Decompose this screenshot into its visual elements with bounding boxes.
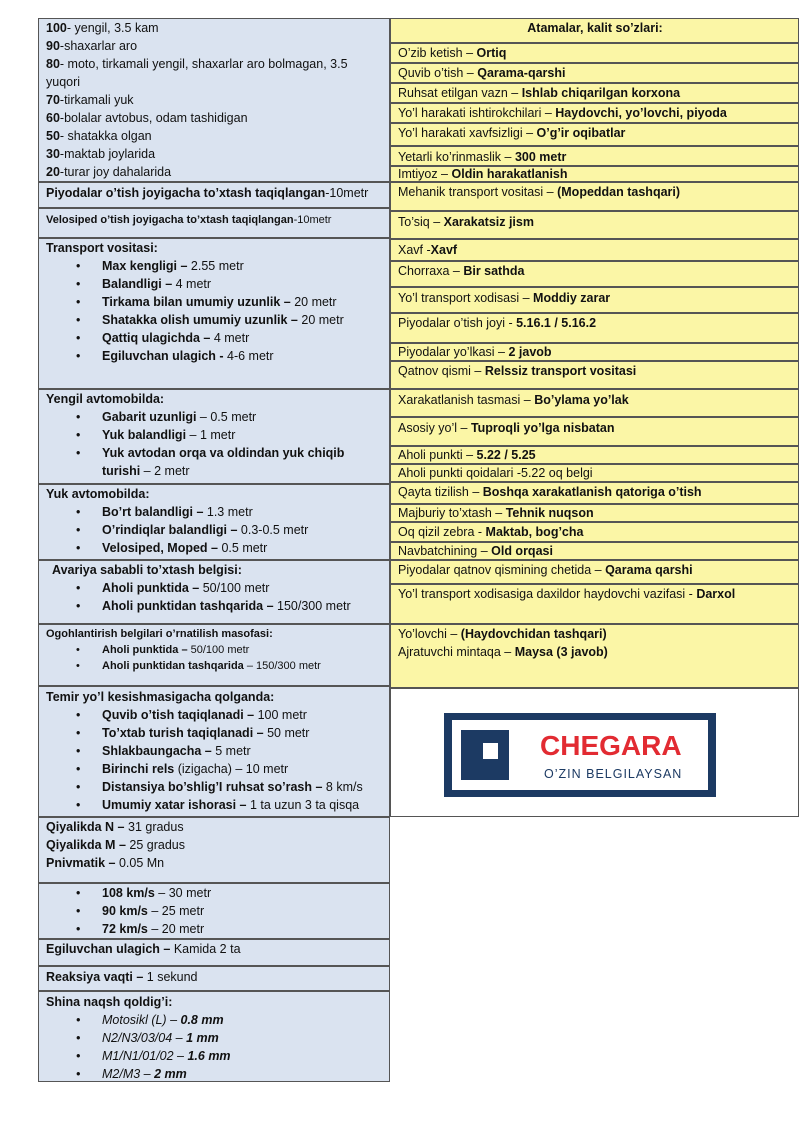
term-row: Aholi punkti – 5.22 / 5.25 <box>390 446 799 464</box>
term-row: Imtiyoz – Oldin harakatlanish <box>390 166 799 182</box>
term-row: Aholi punkti qoidalari -5.22 oq belgi <box>390 464 799 482</box>
term-row: Piyodalar yo’lkasi – 2 javob <box>390 343 799 361</box>
tire-list <box>46 1011 383 1082</box>
logo-mark-cutout <box>483 743 498 759</box>
flexible-coupling-cell: Egiluvchan ulagich – Kamida 2 ta <box>38 939 390 966</box>
speed-line: 80- moto, tirkamali yengil, shaxarlar aro bolmagan, 3.5 yuqori <box>46 57 348 89</box>
list-item: • M1/N1/01/02 – 1.6 mm <box>102 1047 383 1065</box>
logo-subtitle: O’ZIN BELGILAYSAN <box>544 767 683 781</box>
list-item: • Shlakbaungacha – 5 metr <box>102 742 383 760</box>
list-item: • Qattiq ulagichda – 4 metr <box>102 329 383 347</box>
term-row: Chorraxa – Bir sathda <box>390 261 799 287</box>
list-item: • Max kengligi – 2.55 metr <box>102 257 383 275</box>
list-item: • Birinchi rels (izigacha) – 10 metr <box>102 760 383 778</box>
emergency-list <box>46 579 383 615</box>
term-row: Yo’l transport xodisasiga daxildor haydovchi vazifasi - Darxol <box>390 584 799 624</box>
section-title: Avariya sababli to’xtash belgisi: <box>52 563 242 577</box>
term-row: Oq qizil zebra - Maktab, bog’cha <box>390 522 799 542</box>
speed-line: 50- shatakka olgan <box>46 129 152 143</box>
list-item: • Motosikl (L) – 0.8 mm <box>102 1011 383 1029</box>
speed-line: 30-maktab joylarida <box>46 147 156 161</box>
list-item: • 90 km/s – 25 metr <box>102 902 383 920</box>
slope-line: Qiyalikda M – 25 gradus <box>46 838 185 852</box>
term-row: Asosiy yo’l – Tuproqli yo’lga nisbatan <box>390 417 799 446</box>
list-item: • Aholi punktidan tashqarida – 150/300 metr <box>102 658 383 674</box>
list-item: • Aholi punktida – 50/100 metr <box>102 642 383 658</box>
term-row: Ruhsat etilgan vazn – Ishlab chiqarilgan korxona <box>390 83 799 103</box>
warning-list <box>46 642 383 674</box>
braking-distance-cell <box>38 883 390 939</box>
term-row: Quvib o’tish – Qarama-qarshi <box>390 63 799 83</box>
list-item: • Aholi punktida – 50/100 metr <box>102 579 383 597</box>
section-title: Yengil avtomobilda: <box>46 392 165 406</box>
list-item: • Shatakka olish umumiy uzunlik – 20 metr <box>102 311 383 329</box>
braking-list <box>46 884 383 938</box>
speed-line: 100- yengil, 3.5 kam <box>46 21 159 35</box>
pedestrian-stop-cell: Piyodalar o’tish joyigacha to’xtash taqiqlangan-10metr <box>38 182 390 208</box>
section-title: Temir yo’l kesishmasigacha qolganda: <box>46 690 275 704</box>
list-item: • Umumiy xatar ishorasi – 1 ta uzun 3 ta qisqa <box>102 796 383 814</box>
list-item: • Bo’rt balandligi – 1.3 metr <box>102 503 383 521</box>
emergency-sign-cell <box>38 560 390 624</box>
term-row: Piyodalar qatnov qismining chetida – Qarama qarshi <box>390 560 799 584</box>
list-item: • Yuk balandligi – 1 metr <box>102 426 383 444</box>
term-row: Mehanik transport vositasi – (Mopeddan tashqari) <box>390 182 799 211</box>
railway-crossing-cell <box>38 686 390 817</box>
light-car-cell <box>38 389 390 484</box>
term-line: Yo’lovchi – (Haydovchidan tashqari) <box>398 627 607 641</box>
term-row: Yo’l transport xodisasi – Moddiy zarar <box>390 287 799 313</box>
truck-cell <box>38 484 390 560</box>
railway-list <box>46 706 383 814</box>
section-title: Yuk avtomobilda: <box>46 487 150 501</box>
term-row-multi <box>390 624 799 688</box>
term-row: Piyodalar o’tish joyi - 5.16.1 / 5.16.2 <box>390 313 799 343</box>
chegara-logo <box>444 713 716 797</box>
term-row: Majburiy to’xtash – Tehnik nuqson <box>390 504 799 522</box>
term-row: Xarakatlanish tasmasi – Bo’ylama yo’lak <box>390 389 799 417</box>
slope-line: Qiyalikda N – 31 gradus <box>46 820 184 834</box>
list-item: • Velosiped, Moped – 0.5 metr <box>102 539 383 557</box>
speed-line: 90-shaxarlar aro <box>46 39 138 53</box>
speed-line: 60-bolalar avtobus, odam tashidigan <box>46 111 248 125</box>
speed-limits-cell <box>38 18 390 182</box>
list-item: • O’rindiqlar balandligi – 0.3-0.5 metr <box>102 521 383 539</box>
list-item: • Balandligi – 4 metr <box>102 275 383 293</box>
term-row: Navbatchining – Old orqasi <box>390 542 799 560</box>
light-car-list <box>46 408 383 480</box>
reaction-time-cell: Reaksiya vaqti – 1 sekund <box>38 966 390 991</box>
term-row: To’siq – Xarakatsiz jism <box>390 211 799 239</box>
list-item: • 72 km/s – 20 metr <box>102 920 383 938</box>
list-item: • Quvib o’tish taqiqlanadi – 100 metr <box>102 706 383 724</box>
term-row: Yo’l harakati ishtirokchilari – Haydovchi, yo’lovchi, piyoda <box>390 103 799 123</box>
list-item: • Gabarit uzunligi – 0.5 metr <box>102 408 383 426</box>
list-item: • To’xtab turish taqiqlanadi – 50 metr <box>102 724 383 742</box>
terms-header: Atamalar, kalit so’zlari: <box>390 18 799 43</box>
term-line: Ajratuvchi mintaqa – Maysa (3 javob) <box>398 645 608 659</box>
section-title: Transport vositasi: <box>46 241 158 255</box>
list-item: • 108 km/s – 30 metr <box>102 884 383 902</box>
term-row: O’zib ketish – Ortiq <box>390 43 799 63</box>
logo-mark-stem <box>461 765 471 780</box>
list-item: • Yuk avtodan orqa va oldindan yuk chiqib turishi – 2 metr <box>102 444 383 480</box>
term-row: Yetarli ko’rinmaslik – 300 metr <box>390 146 799 166</box>
list-item: • Tirkama bilan umumiy uzunlik – 20 metr <box>102 293 383 311</box>
term-row: Xavf -Xavf <box>390 239 799 261</box>
list-item: • Distansiya bo’shlig’I ruhsat so’rash – 8 km/s <box>102 778 383 796</box>
section-title: Shina naqsh qoldig’i: <box>46 995 173 1009</box>
list-item: • M2/M3 – 2 mm <box>102 1065 383 1082</box>
speed-line: 20-turar joy dahalarida <box>46 165 172 179</box>
truck-list <box>46 503 383 557</box>
logo-title: CHEGARA <box>540 730 682 761</box>
warning-signs-cell <box>38 624 390 686</box>
tire-tread-cell <box>38 991 390 1082</box>
term-row: Yo’l harakati xavfsizligi – O’g’ir oqibatlar <box>390 123 799 146</box>
slope-line: Pnivmatik – 0.05 Mn <box>46 856 165 870</box>
section-title: Ogohlantirish belgilari o’rnatilish masofasi: <box>46 628 273 640</box>
term-row: Qayta tizilish – Boshqa xarakatlanish qatoriga o’tish <box>390 482 799 504</box>
transport-list <box>46 257 383 365</box>
list-item: • Egiluvchan ulagich - 4-6 metr <box>102 347 383 365</box>
transport-cell <box>38 238 390 389</box>
list-item: • Aholi punktidan tashqarida – 150/300 metr <box>102 597 383 615</box>
term-row: Qatnov qismi – Relssiz transport vositasi <box>390 361 799 389</box>
bicycle-stop-cell: Velosiped o’tish joyigacha to’xtash taqiqlangan-10metr <box>38 208 390 238</box>
speed-line: 70-tirkamali yuk <box>46 93 134 107</box>
list-item: • N2/N3/03/04 – 1 mm <box>102 1029 383 1047</box>
slope-cell <box>38 817 390 883</box>
